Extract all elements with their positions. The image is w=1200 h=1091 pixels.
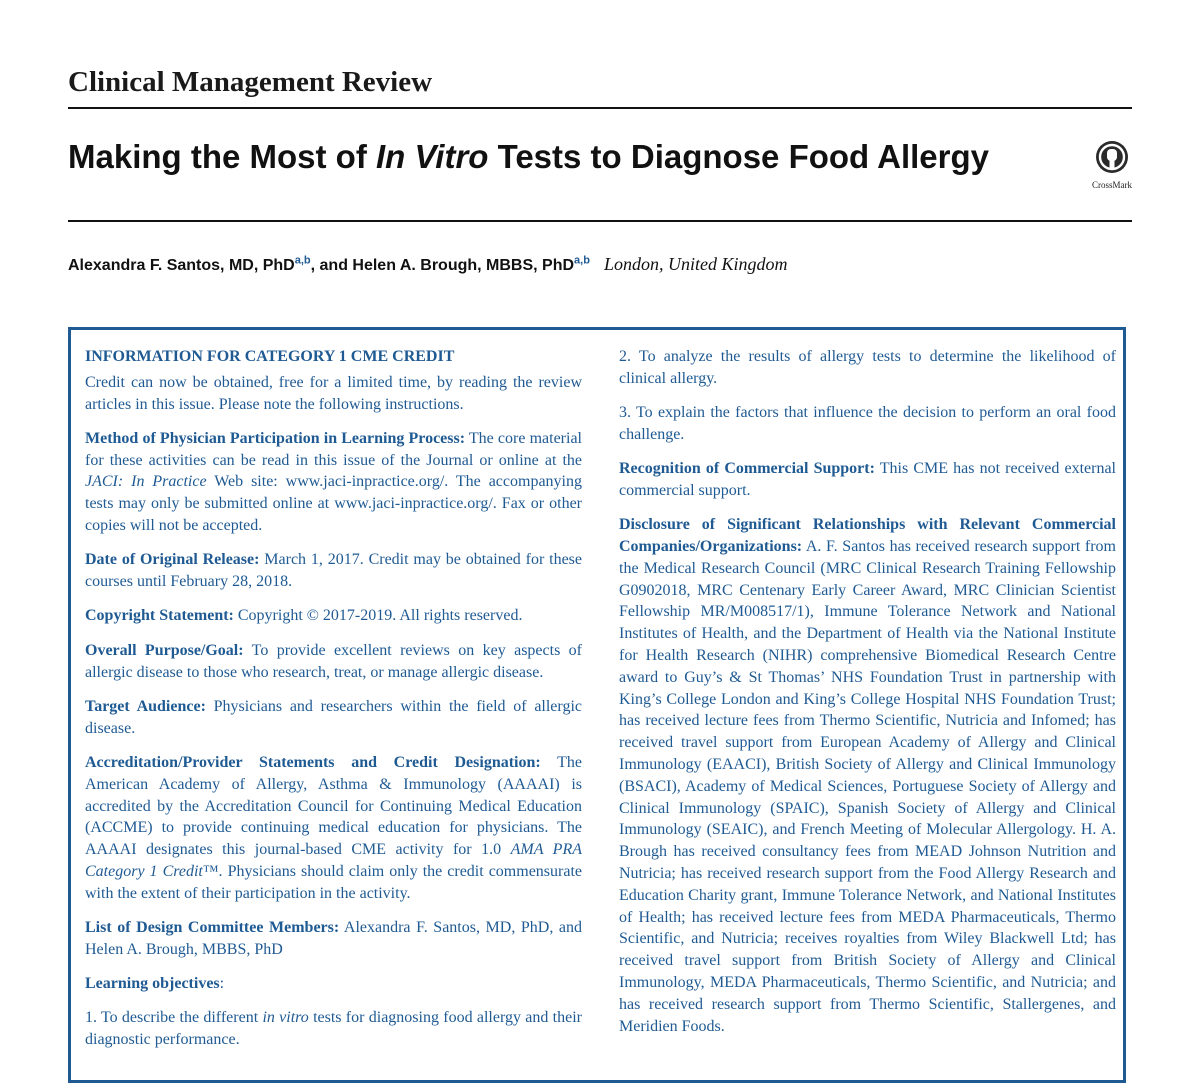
crossmark-label: CrossMark <box>1092 180 1132 190</box>
support-label: Recognition of Commercial Support: <box>619 460 875 478</box>
article-title <box>68 136 1028 177</box>
top-rule <box>68 107 1132 109</box>
title-part2: Tests to Diagnose Food Allergy <box>488 138 990 175</box>
accreditation-text-1: The American Academy of Allergy, Asthma & Immunology (AAAAI) is accredited by the Accreditation Council for Continuing Medical Education (ACCME) to provide continuing medical education for physicians. The AAAAI designates this journal-based CME activity for 1.0 <box>85 753 582 859</box>
cme-disclosure <box>619 514 1116 1037</box>
objective-1-text-2: tests for diagnosing food allergy and their diagnostic performance. <box>85 1009 582 1049</box>
method-text-2: Web site: www.jaci-inpractice.org/. The accompanying tests may only be submitted online at www.jaci-inpractice.org/. Fax or other copies will not be accepted. <box>85 473 583 535</box>
objective-1-text-1: 1. To describe the different <box>85 1009 263 1027</box>
objective-1-italic: in vitro <box>262 1009 309 1027</box>
cme-objectives-heading <box>85 973 582 995</box>
cme-accreditation <box>85 752 582 905</box>
copyright-label: Copyright Statement: <box>85 607 234 625</box>
accreditation-credit: AMA PRA Category 1 Credit <box>85 841 583 880</box>
author-2: , and Helen A. Brough, MBBS, PhD <box>310 257 575 274</box>
cme-method <box>85 428 582 537</box>
cme-purpose <box>85 640 582 684</box>
objective-2: 2. To analyze the results of allergy tests to determine the likelihood of clinical allergy. <box>619 348 1116 387</box>
cme-right-column <box>619 346 1116 1050</box>
author-1-affiliation[interactable]: a,b <box>294 254 311 267</box>
cme-copyright <box>85 605 582 627</box>
cme-heading: INFORMATION FOR CATEGORY 1 CME CREDIT <box>85 348 455 365</box>
copyright-text: Copyright © 2017-2019. All rights reserved. <box>233 607 523 625</box>
author-1: Alexandra F. Santos, MD, PhD <box>68 257 295 274</box>
purpose-label: Overall Purpose/Goal: <box>85 641 244 659</box>
section-label: Clinical Management Review <box>68 66 433 98</box>
crossmark-icon <box>1095 140 1129 174</box>
title-rule <box>68 220 1132 222</box>
method-text-1: The core material for these activities can be read in this issue of the Journal or online at the <box>85 429 583 469</box>
author-location: London, United Kingdom <box>603 254 788 274</box>
date-text: March 1, 2017. Credit may be obtained for these courses until February 28, 2018. <box>85 551 583 591</box>
objectives-colon: : <box>219 975 225 993</box>
crossmark-badge[interactable] <box>1090 140 1134 190</box>
method-label: Method of Physician Participation in Learning Process: <box>85 429 466 447</box>
title-part1: Making the Most of <box>68 138 376 175</box>
accreditation-label: Accreditation/Provider Statements and Credit Designation: <box>85 753 541 771</box>
cme-intro: Credit can now be obtained, free for a limited time, by reading the review articles in this issue. Please note the following instructions. <box>85 373 582 413</box>
cme-commercial-support <box>619 458 1116 502</box>
purpose-text: To provide excellent reviews on key aspects of allergic disease to those who research, treat, or manage allergic disease. <box>85 641 583 681</box>
author-2-affiliation[interactable]: a,b <box>574 254 590 267</box>
disclosure-text: A. F. Santos has received research support from the Medical Research Council (MRC Clinical Research Training Fellowship G0902018, MRC Centenary Early Career Award, MRC Clinician Scientist Fellowship MR/M008517/1), Immune Tolerance Network and National Institutes of Health, and the Department of Health via the National Institute for Health Research (NIHR) comprehensive Biomedical Research Centre award to Guy’s & St Thomas’ NHS Foundation Trust in partnership with King’s College London and King’s College Hospital NHS Foundation Trust; has received lecture fees from Thermo Scientific, Nutricia and Infomed; has received travel support from European Academy of Allergy and Clinical Immunology (EAACI), British Society of Allergy and Clinical Immunology (BSACI), Academy of Medical Sciences, Portuguese Society of Allergy and Clinical Immunology (SPAIC), Spanish Society of Allergy and Clinical Immunology (SEAIC), and French Meeting of Molecular Allergology. H. A. Brough has received consultancy fees from MEAD Johnson Nutrition and Nutricia; has received research support from the Food Allergy Research and Education Charity grant, Immune Tolerance Network, and National Institutes of Health; has received lecture fees from MEDA Pharmaceuticals, Thermo Scientific, and Nutricia; receives royalties from Wiley Blackwell Ltd; has received travel support from British Society of Allergy and Clinical Immunology, MEDA Pharmaceuticals, Thermo Scientific, and Nutricia; and has received research support from Thermo Scientific, Stallergenes, and Meridien Foods. <box>619 538 1116 1035</box>
cme-info-box <box>68 327 1126 1083</box>
disclosure-label: Disclosure of Significant Relationships with Relevant Commercial Companies/Organizations: <box>619 516 1116 556</box>
date-label: Date of Original Release: <box>85 551 260 569</box>
committee-label: List of Design Committee Members: <box>85 919 340 937</box>
audience-label: Target Audience: <box>85 697 206 715</box>
title-italic: In Vitro <box>376 138 489 175</box>
cme-audience <box>85 696 582 740</box>
cme-left-column <box>85 346 582 1064</box>
cme-date <box>85 549 582 593</box>
audience-text: Physicians and researchers within the field of allergic disease. <box>85 697 582 737</box>
objectives-label: Learning objectives <box>85 975 220 993</box>
committee-text: Alexandra F. Santos, MD, PhD, and Helen A. Brough, MBBS, PhD <box>85 919 583 958</box>
objective-3: 3. To explain the factors that influence the decision to perform an oral food challenge. <box>619 404 1116 443</box>
method-journal: JACI: In Practice <box>85 473 207 491</box>
cme-committee <box>85 917 582 961</box>
objective-1 <box>85 1007 582 1051</box>
support-text: This CME has not received external commercial support. <box>619 460 1116 499</box>
author-line <box>68 254 787 275</box>
accreditation-text-2: ™. Physicians should claim only the credit commensurate with the extent of their participation in the activity. <box>85 862 583 902</box>
